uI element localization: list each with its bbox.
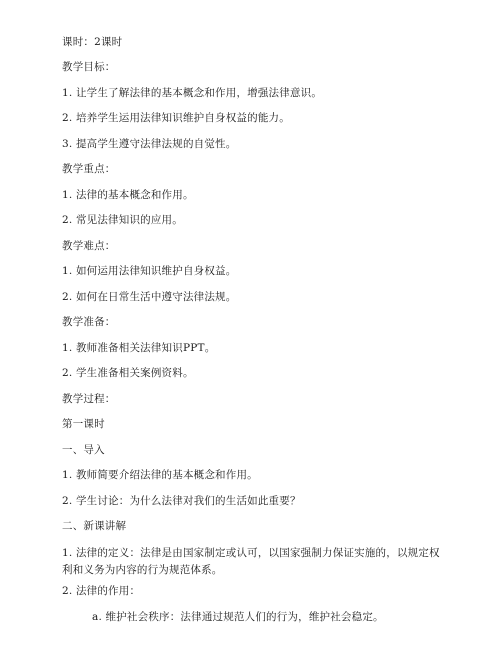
preparation-item: 2. 学生准备相关案例资料。 <box>62 367 194 379</box>
section-heading-difficulties: 教学难点： <box>62 240 116 252</box>
function-item: a. 维护社会秩序：法律通过规范人们的行为，维护社会稳定。 <box>92 611 384 623</box>
section-heading-process: 教学过程： <box>62 393 116 405</box>
key-point-item: 2. 常见法律知识的应用。 <box>62 214 183 226</box>
subsection-heading-lecture: 二、新课讲解 <box>62 520 127 532</box>
objective-item: 3. 提高学生遵守法律法规的自觉性。 <box>62 138 237 150</box>
lecture-item-definition: 1. 法律的定义：法律是由国家制定或认可，以国家强制力保证实施的，以规定权利和义务为内容的行为规范体系。 <box>62 547 440 576</box>
key-point-item: 1. 法律的基本概念和作用。 <box>62 189 194 201</box>
section-heading-key-points: 教学重点： <box>62 163 116 175</box>
intro-item: 1. 教师简要介绍法律的基本概念和作用。 <box>62 469 258 481</box>
lecture-item-functions: 2. 法律的作用： <box>62 585 141 597</box>
difficulty-item: 1. 如何运用法律知识维护自身权益。 <box>62 265 237 277</box>
objective-item: 1. 让学生了解法律的基本概念和作用，增强法律意识。 <box>62 87 323 99</box>
class-hours-line: 课时：2课时 <box>62 36 123 48</box>
intro-item: 2. 学生讨论：为什么法律对我们的生活如此重要？ <box>62 495 301 507</box>
lesson-heading: 第一课时 <box>62 418 105 430</box>
section-heading-objectives: 教学目标： <box>62 61 116 73</box>
difficulty-item: 2. 如何在日常生活中遵守法律法规。 <box>62 291 237 303</box>
objective-item: 2. 培养学生运用法律知识维护自身权益的能力。 <box>62 112 290 124</box>
section-heading-preparation: 教学准备： <box>62 316 116 328</box>
subsection-heading-intro: 一、导入 <box>62 444 105 456</box>
preparation-item: 1. 教师准备相关法律知识PPT。 <box>62 342 216 354</box>
